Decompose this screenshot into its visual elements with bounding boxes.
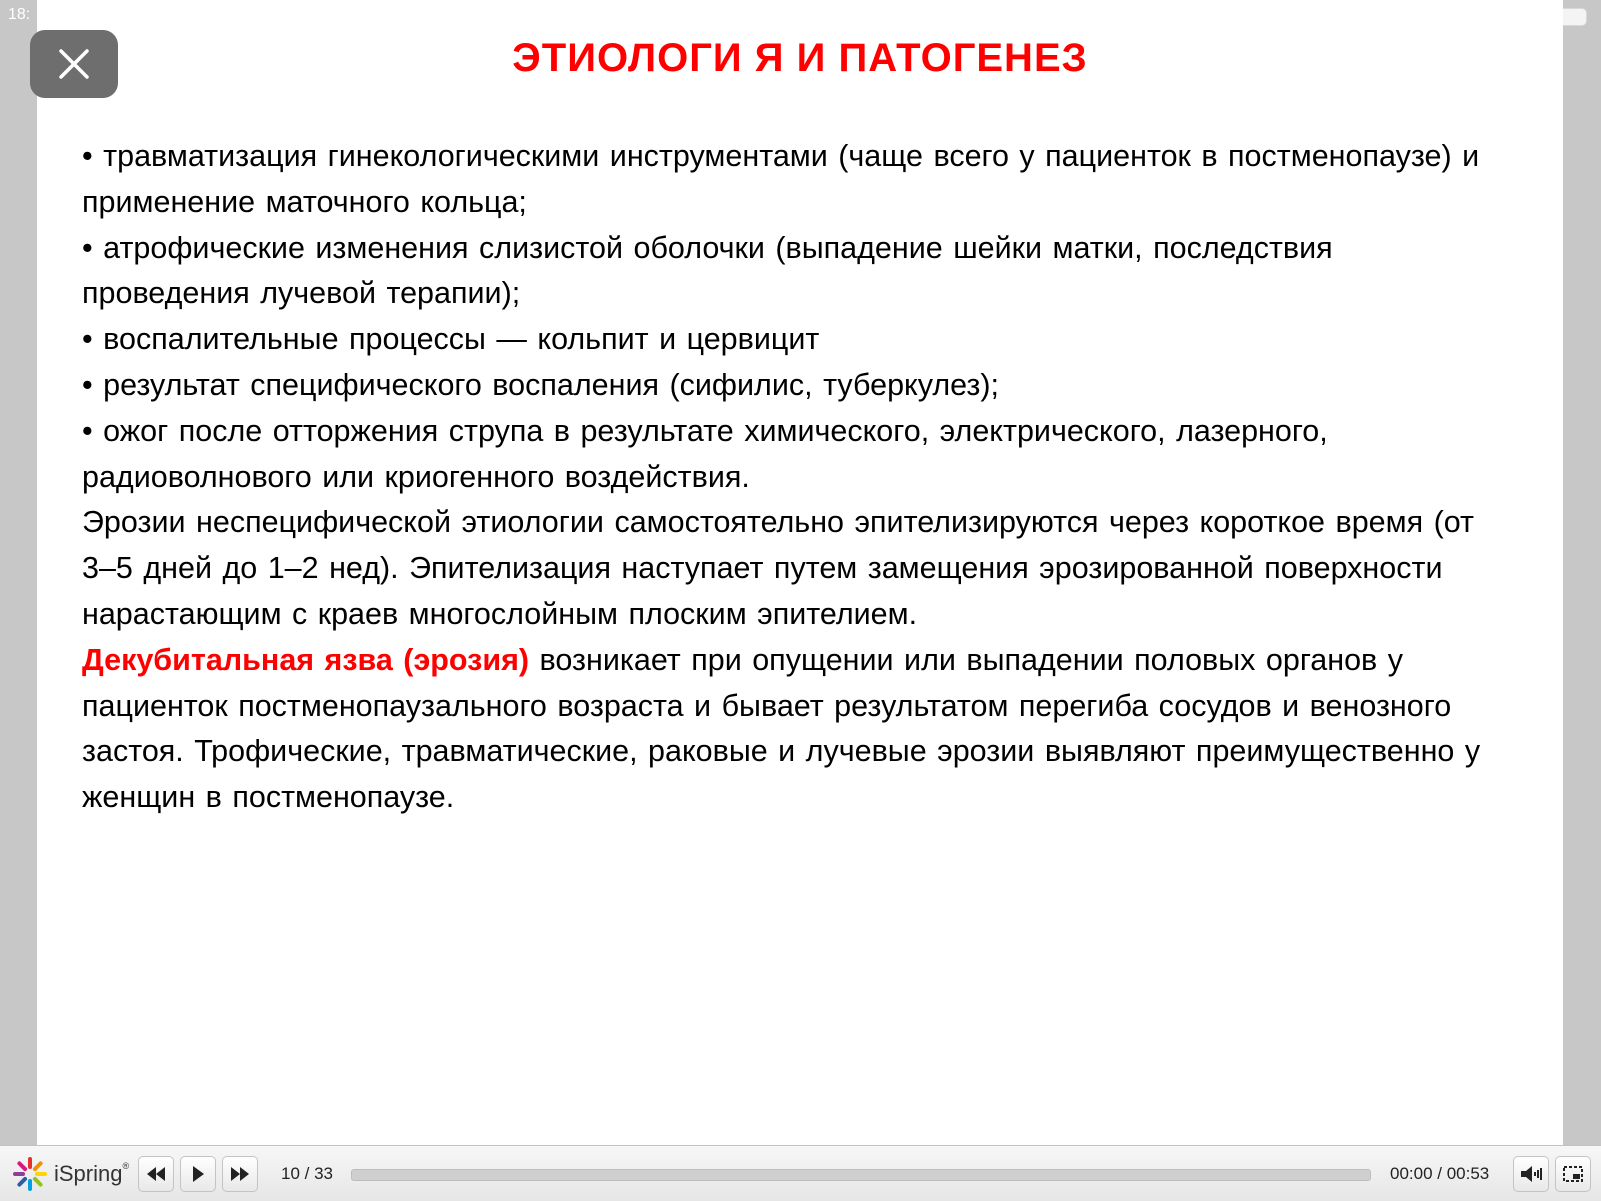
rewind-button[interactable]: [138, 1156, 174, 1192]
bullet-item: • травматизация гинекологическими инструментами (чаще всего у пациенток в постменопаузе) и применение маточного кольца;: [82, 139, 1480, 219]
close-button[interactable]: [30, 30, 118, 98]
slide-body: [82, 134, 1502, 821]
slide-title: ЭТИОЛОГИ Я И ПАТОГЕНЕЗ: [512, 36, 1088, 80]
fast-forward-icon: [230, 1167, 250, 1181]
volume-icon: [1520, 1165, 1542, 1183]
player-bar: [0, 1145, 1601, 1201]
highlight-continuation: возникает при опущении или выпадении половых органов у пациенток постменопаузального возраста и бывает результатом перегиба сосудов и венозного застоя. Трофические, травматические, раковые и лучевые эрозии выявляют преимущественно у женщин в постменопаузе.: [82, 642, 1481, 815]
fullscreen-button[interactable]: [1555, 1156, 1591, 1192]
progress-bar[interactable]: [351, 1169, 1371, 1181]
volume-button[interactable]: [1513, 1156, 1549, 1192]
logo-text: iSpring®: [54, 1161, 130, 1186]
bullet-item: • ожог после отторжения струпа в результате химического, электрического, лазерного, радиоволнового или криогенного воздействия.: [82, 413, 1328, 494]
body-paragraph: Эрозии неспецифической этиологии самостоятельно эпителизируются через короткое время (от 3–5 дней до 1–2 нед). Эпителизация наступает путем замещения эрозированной поверхности нарастающим с краев многослойным плоским эпителием.: [82, 505, 1474, 631]
time-readout: 00:00 / 00:53: [1390, 1164, 1490, 1183]
slide-canvas: [37, 0, 1563, 1145]
ispring-logo: [12, 1156, 129, 1192]
fullscreen-icon: [1563, 1166, 1583, 1182]
play-icon: [191, 1166, 205, 1182]
body-paragraph-highlighted: [82, 638, 1502, 821]
bullet-item: • результат специфического воспаления (сифилис, туберкулез);: [82, 367, 1000, 402]
highlight-term: Декубитальная язва (эрозия): [82, 642, 530, 677]
status-time: 18:: [8, 6, 31, 23]
close-icon: [57, 47, 91, 81]
play-button[interactable]: [180, 1156, 216, 1192]
rewind-icon: [146, 1167, 166, 1181]
ispring-logo-icon: [12, 1156, 48, 1192]
slide-counter: 10 / 33: [281, 1164, 333, 1183]
bullet-item: • воспалительные процессы — кольпит и цервицит: [82, 322, 820, 357]
fast-forward-button[interactable]: [222, 1156, 258, 1192]
bullet-item: • атрофические изменения слизистой оболочки (выпадение шейки матки, последствия проведения лучевой терапии);: [82, 230, 1333, 311]
